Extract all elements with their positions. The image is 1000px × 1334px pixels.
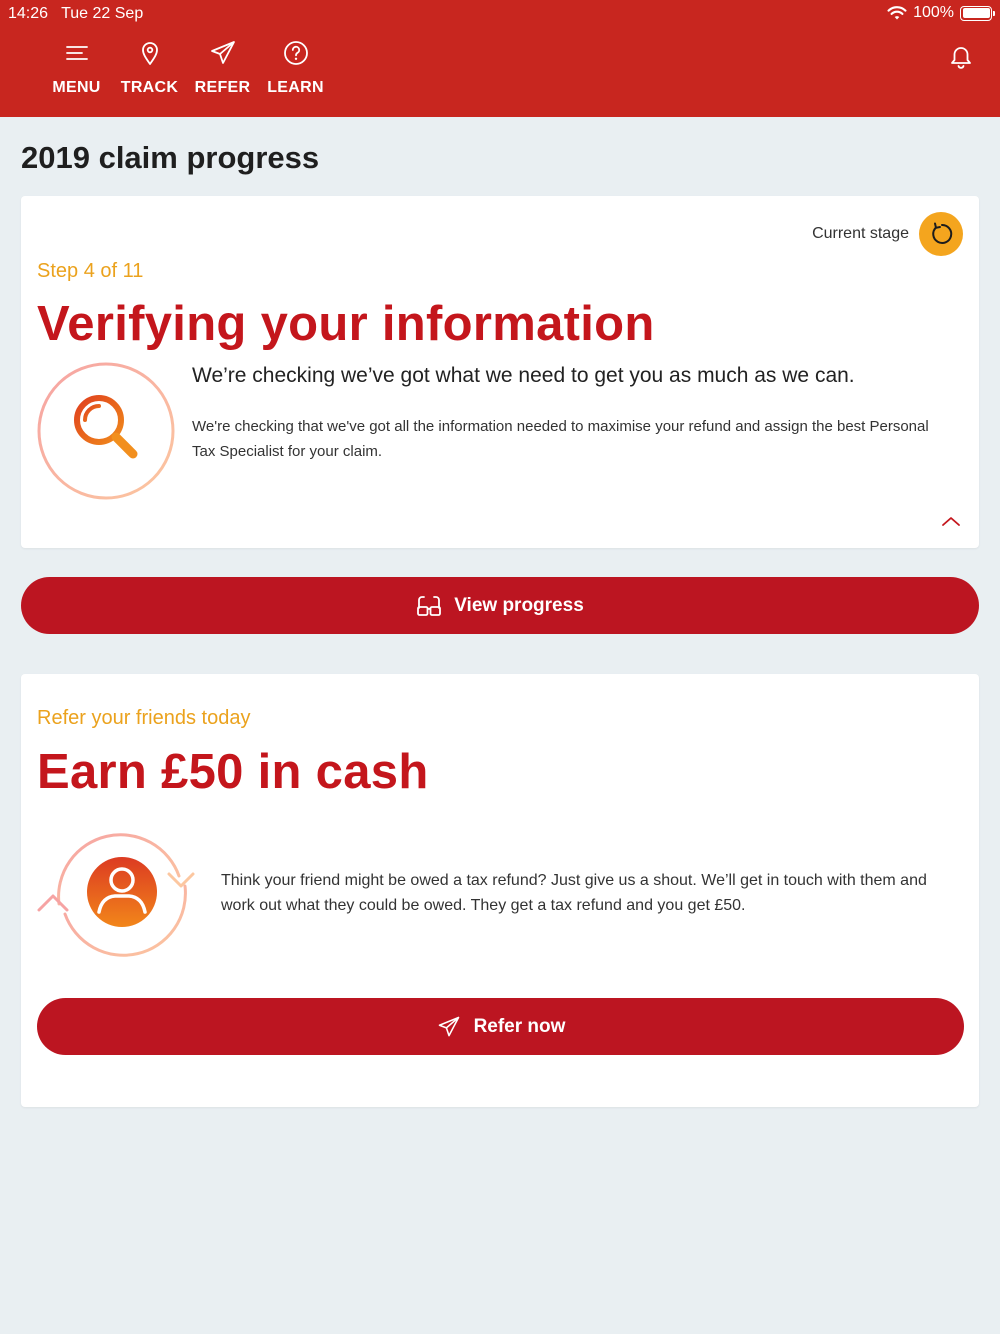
status-clock: 14:26: [8, 5, 49, 22]
page-title: 2019 claim progress: [21, 140, 320, 175]
battery-percent: 100%: [913, 4, 954, 21]
claim-stage-card: [21, 196, 979, 548]
stage-heading: Verifying your information: [37, 297, 655, 351]
battery-icon: [960, 6, 992, 21]
refer-description: Think your friend might be owed a tax refund? Just give us a shout. We’ll get in touch with them and work out what they could be owed. They get a tax refund and you get £50.: [221, 872, 927, 914]
bell-icon[interactable]: [946, 42, 976, 72]
in-progress-icon: [919, 212, 963, 256]
refer-now-button[interactable]: [37, 998, 964, 1055]
step-counter: Step 4 of 11: [37, 260, 144, 282]
stage-description: We're checking that we've got all the information needed to maximise your refund and assign the best Personal Tax Specialist for your claim.: [192, 418, 929, 460]
glasses-icon: [416, 594, 442, 618]
main-nav: [40, 38, 332, 97]
nav-learn[interactable]: [259, 38, 332, 97]
nav-refer[interactable]: [186, 38, 259, 97]
magnifier-illustration-icon: [35, 360, 177, 502]
wifi-icon: [887, 5, 907, 21]
refer-kicker: Refer your friends today: [37, 707, 251, 729]
menu-icon: [62, 38, 92, 68]
paper-plane-icon: [436, 1014, 462, 1040]
question-circle-icon: [281, 38, 311, 68]
view-progress-button[interactable]: [21, 577, 979, 634]
nav-track-label: TRACK: [120, 79, 179, 96]
current-stage: [812, 212, 963, 256]
refer-friend-illustration-icon: [35, 822, 209, 966]
nav-refer-label: REFER: [194, 79, 251, 96]
view-progress-label: View progress: [454, 594, 584, 616]
refer-now-label: Refer now: [473, 1015, 566, 1037]
nav-menu-label: MENU: [52, 79, 101, 96]
nav-learn-label: LEARN: [267, 79, 324, 96]
nav-menu[interactable]: [40, 38, 113, 97]
paper-plane-icon: [208, 38, 238, 68]
status-date: Tue 22 Sep: [61, 5, 144, 22]
top-bar: [0, 0, 1000, 117]
nav-track[interactable]: [113, 38, 186, 97]
refer-heading: Earn £50 in cash: [37, 745, 429, 799]
refer-card: [21, 674, 979, 1107]
status-time: [8, 5, 143, 23]
status-indicators: [887, 4, 992, 22]
current-stage-label: Current stage: [812, 225, 909, 242]
stage-lead-text: We’re checking we’ve got what we need to get you as much as we can.: [192, 364, 855, 387]
location-pin-icon: [135, 38, 165, 68]
chevron-up-icon[interactable]: [941, 514, 961, 528]
